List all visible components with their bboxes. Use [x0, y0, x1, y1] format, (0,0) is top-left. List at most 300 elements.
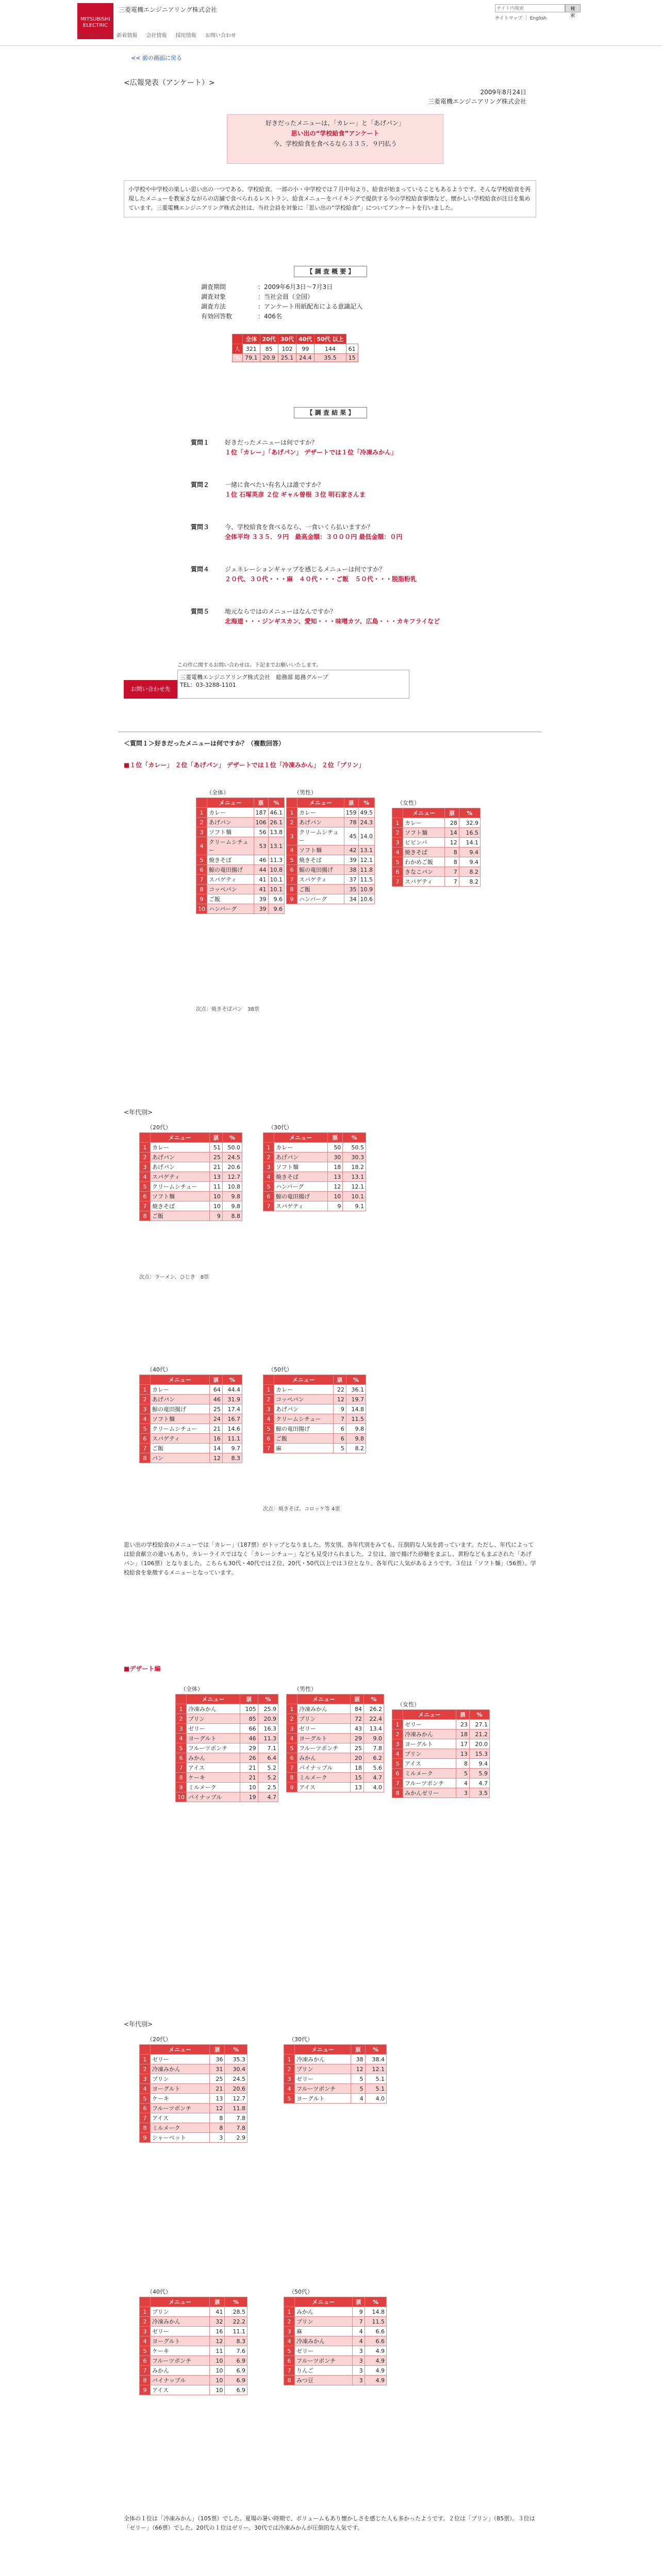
- table-cell: ソフト麺: [151, 1414, 210, 1424]
- table-row: [263, 1434, 366, 1444]
- table-cell: 1: [263, 1143, 274, 1153]
- table-row: [284, 2084, 387, 2094]
- table-cell: カレー: [403, 818, 445, 828]
- table-cell: 13.1: [343, 1172, 366, 1182]
- table-cell: 焼きそば: [403, 848, 445, 857]
- table-cell: 8.8: [222, 1211, 242, 1221]
- table-cell: ソフト麺: [151, 1192, 210, 1201]
- table-header-cell: 票: [344, 798, 358, 808]
- table-header-cell: %: [363, 1694, 384, 1704]
- q1-50-table: [263, 1375, 366, 1453]
- table-cell: ご飯: [151, 1211, 210, 1221]
- table-cell: 3: [287, 1724, 297, 1734]
- table-cell: 1: [284, 2307, 295, 2317]
- table-cell: フルーツポンチ: [403, 1778, 456, 1788]
- table-row: [263, 1192, 366, 1201]
- table-cell: 5.1: [365, 2084, 386, 2094]
- table-cell: 9.8: [346, 1424, 366, 1434]
- question-number: 質問２: [191, 481, 210, 488]
- table-header-cell: 票: [210, 2045, 225, 2055]
- table-cell: ソフト麺: [403, 828, 445, 838]
- table-cell: 15: [350, 1773, 363, 1783]
- overview-item: 調査対象 ：当社会員（全国）: [201, 293, 314, 300]
- table-cell: りんご: [295, 2366, 353, 2376]
- table-header-row: [140, 2045, 247, 2055]
- table-header-cell: メニュー: [151, 1133, 210, 1143]
- table-cell: 6: [263, 1434, 274, 1444]
- table-cell: 5: [287, 1743, 297, 1753]
- table-cell: あげパン: [151, 1395, 210, 1404]
- table-header-cell: [392, 808, 403, 818]
- table-row: [392, 838, 481, 848]
- table-cell: 3: [352, 2346, 365, 2356]
- table-cell: 10: [210, 2366, 225, 2376]
- table-cell: 5.2: [258, 1773, 278, 1783]
- table-cell: フルーツポンチ: [151, 2356, 210, 2366]
- overview-list: [201, 282, 362, 321]
- table-row: [287, 875, 375, 885]
- table-cell: 5: [392, 857, 403, 867]
- table-cell: 4.9: [365, 2366, 386, 2376]
- top-nav: [77, 31, 243, 39]
- table-cell: 1: [140, 2307, 151, 2317]
- table-cell: 9: [287, 894, 297, 904]
- table-cell: 10: [209, 1201, 222, 1211]
- table-cell: ヨーグルト: [295, 2094, 351, 2104]
- table-cell: 10: [210, 2356, 225, 2366]
- table-cell: 4: [287, 845, 297, 855]
- table-cell: 18.2: [343, 1162, 366, 1172]
- table-cell: 8: [284, 2376, 295, 2385]
- table-cell: 41: [254, 875, 268, 885]
- table-cell: 21: [209, 1162, 222, 1172]
- table-cell: 11: [210, 2346, 225, 2356]
- table-cell: 焼きそば: [274, 1172, 328, 1182]
- table-cell: 5: [176, 1743, 187, 1753]
- table-cell: 4: [263, 1414, 274, 1424]
- table-header-row: [233, 334, 358, 344]
- table-row: [284, 2346, 387, 2356]
- table-cell: 17: [456, 1739, 469, 1749]
- table-cell: 4: [263, 1172, 274, 1182]
- table-row: [263, 1143, 366, 1153]
- table-cell: 11: [209, 1182, 222, 1192]
- table-cell: 8: [287, 1773, 297, 1783]
- table-row: [140, 1143, 242, 1153]
- table-cell: 9: [140, 2385, 151, 2395]
- table-cell: 3: [284, 2327, 295, 2336]
- table-cell: 11.5: [365, 2317, 386, 2327]
- table-cell: 7: [284, 2366, 295, 2376]
- nav-item[interactable]: トップページ: [77, 33, 108, 39]
- table-header-cell: %: [346, 1375, 366, 1385]
- table-cell: ゼリー: [151, 2055, 210, 2064]
- table-header-cell: 票: [352, 2297, 365, 2307]
- table-cell: 1: [287, 808, 297, 818]
- table-cell: 20: [350, 1753, 363, 1763]
- d-40-caption: （40代）: [147, 2289, 171, 2295]
- table-cell: 4: [140, 2084, 151, 2094]
- table-cell: 46: [240, 1734, 258, 1743]
- table-cell: 7: [140, 1201, 151, 1211]
- table-row: [140, 1444, 242, 1453]
- table-cell: ゼリー: [295, 2346, 353, 2356]
- table-cell: 21: [240, 1763, 258, 1773]
- q1-title: ＜質問１＞好きだったメニューは何ですか？（複数回答）: [124, 740, 285, 747]
- table-cell: 43: [350, 1724, 363, 1734]
- table-cell: ヨーグルト: [151, 2336, 210, 2346]
- table-cell: ヨーグルト: [187, 1734, 240, 1743]
- table-cell: 2: [287, 1714, 297, 1724]
- overview-item: 有効回答数 ：406名: [201, 313, 282, 320]
- table-cell: 7: [445, 867, 459, 877]
- table-cell: ヨーグルト: [297, 1734, 351, 1743]
- d-female-caption: （女性）: [397, 1701, 420, 1708]
- table-cell: 5: [456, 1769, 469, 1778]
- table-row: [263, 1424, 366, 1434]
- dessert-heading: ■デザート編: [124, 1665, 161, 1672]
- table-cell: 7: [333, 1414, 346, 1424]
- table-header-cell: %: [365, 2045, 386, 2055]
- table-cell: 4: [176, 1734, 187, 1743]
- table-cell: 8: [456, 1759, 469, 1769]
- table-row: [140, 2133, 247, 2143]
- table-cell: 冷凍みかん: [297, 1704, 351, 1714]
- table-header-cell: メニュー: [297, 1694, 351, 1704]
- table-row: [196, 818, 285, 827]
- nav-item[interactable]: 会社情報: [146, 33, 167, 39]
- search-button[interactable]: 検索: [565, 4, 581, 12]
- table-cell: 16.7: [222, 1414, 242, 1424]
- table-cell: 2: [287, 818, 297, 827]
- table-row: [284, 2366, 387, 2376]
- table-row: [287, 818, 375, 827]
- d-40-table: [139, 2297, 247, 2395]
- table-cell: 焼きそば: [207, 855, 254, 865]
- top-links[interactable]: サイトマップ ｜ English: [495, 16, 547, 21]
- table-header-cell: メニュー: [403, 1710, 456, 1720]
- nav-item[interactable]: 採用情報: [175, 33, 196, 39]
- table-header-cell: メニュー: [151, 2045, 210, 2055]
- table-cell: 5: [196, 855, 207, 865]
- question-body: [225, 438, 503, 457]
- question-text: ジェネレーションギャップを感じるメニューは何ですか？: [225, 566, 386, 573]
- table-cell: 7.8: [225, 2113, 247, 2123]
- table-cell: 1: [196, 808, 207, 818]
- table-cell: 5: [263, 1424, 274, 1434]
- table-cell: ミルメーク: [151, 2123, 210, 2133]
- table-cell: 3: [140, 1162, 151, 1172]
- table-cell: 9.8: [222, 1192, 242, 1201]
- table-cell: 35.3: [225, 2055, 247, 2064]
- d-20-caption: （20代）: [147, 2036, 171, 2043]
- table-cell: 21: [210, 2084, 225, 2094]
- table-row: [284, 2356, 387, 2366]
- table-cell: ゼリー: [295, 2074, 351, 2084]
- q1-all-caption: （全体）: [206, 789, 229, 796]
- table-row: [263, 1414, 366, 1424]
- table-cell: 10: [210, 2385, 225, 2395]
- table-cell: あげパン: [274, 1153, 328, 1162]
- table-cell: 13: [456, 1749, 469, 1759]
- table-row: [392, 828, 481, 838]
- table-cell: 11.1: [225, 2327, 247, 2336]
- table-cell: 6: [140, 1434, 151, 1444]
- table-cell: 5: [287, 855, 297, 865]
- table-row: [284, 2307, 387, 2317]
- table-cell: 8: [392, 1788, 403, 1798]
- question-number: 質問３: [191, 523, 210, 531]
- table-cell: 11.8: [358, 865, 375, 875]
- table-header-cell: 票: [350, 1694, 363, 1704]
- table-row: [263, 1172, 366, 1182]
- table-row: [140, 2336, 247, 2346]
- overview-heading: 【 調 査 概 要 】: [294, 266, 367, 277]
- table-cell: ハンバーグ: [297, 894, 344, 904]
- table-row: [176, 1763, 278, 1773]
- table-cell: 6: [287, 865, 297, 875]
- table-cell: クリームシチュー: [274, 1414, 334, 1424]
- table-cell: 50.5: [343, 1143, 366, 1153]
- release-date: 2009年8月24日: [480, 89, 526, 96]
- table-cell: 50.0: [222, 1143, 242, 1153]
- table-header-cell: 票: [327, 1133, 343, 1143]
- age-heading: <年代別>: [124, 1109, 153, 1116]
- table-header-cell: メニュー: [187, 1694, 240, 1704]
- table-cell: 25.9: [258, 1704, 278, 1714]
- table-cell: 10: [240, 1783, 258, 1792]
- question-number: 質問４: [191, 566, 210, 573]
- table-header-cell: メニュー: [295, 2297, 353, 2307]
- table-row: [287, 894, 375, 904]
- table-cell: 84: [350, 1704, 363, 1714]
- table-cell: 9.8: [346, 1434, 366, 1444]
- table-row: [287, 1763, 384, 1773]
- table-cell: 6.9: [225, 2385, 247, 2395]
- table-cell: 11.3: [258, 1734, 278, 1743]
- search-input[interactable]: [495, 4, 565, 12]
- table-cell: 22.4: [363, 1714, 384, 1724]
- table-cell: ビビンバ: [403, 838, 445, 848]
- nav-item[interactable]: お問い合わせ: [205, 33, 236, 39]
- table-cell: 冷凍みかん: [151, 2317, 210, 2327]
- table-cell: 2: [263, 1395, 274, 1404]
- table-cell: 7.1: [258, 1743, 278, 1753]
- table-cell: 16.5: [459, 828, 480, 838]
- table-cell: 5: [392, 1759, 403, 1769]
- table-row: [263, 1153, 366, 1162]
- table-header-cell: %: [459, 808, 480, 818]
- table-cell: 11.5: [358, 875, 375, 885]
- q1-20-table: [139, 1132, 242, 1221]
- table-row: [176, 1724, 278, 1734]
- table-cell: 8.3: [222, 1453, 242, 1463]
- table-cell: みかん: [187, 1753, 240, 1763]
- table-cell: 7: [392, 877, 403, 887]
- table-cell: 8: [196, 885, 207, 894]
- table-cell: アイス: [403, 1759, 456, 1769]
- table-cell: 6: [176, 1753, 187, 1763]
- table-cell: 10.1: [343, 1192, 366, 1201]
- table-cell: 6.4: [258, 1753, 278, 1763]
- table-cell: 12: [445, 838, 459, 848]
- table-cell: 3: [284, 2074, 295, 2084]
- table-cell: 9.6: [268, 894, 285, 904]
- table-cell: スパゲティ: [207, 875, 254, 885]
- table-row: [392, 1769, 490, 1778]
- table-cell: 30.3: [343, 1153, 366, 1162]
- table-cell: 4: [196, 837, 207, 855]
- table-row: [140, 1453, 242, 1463]
- table-cell: 5.2: [258, 1763, 278, 1773]
- table-cell: 4.0: [365, 2094, 386, 2104]
- table-row: [140, 2123, 247, 2133]
- table-cell: 7: [287, 875, 297, 885]
- table-cell: 14.8: [346, 1404, 366, 1414]
- table-cell: 7: [445, 877, 459, 887]
- table-cell: 5: [351, 2084, 366, 2094]
- table-cell: 8: [210, 2123, 225, 2133]
- table-row: [284, 2064, 387, 2074]
- table-cell: カレー: [151, 1385, 210, 1395]
- table-cell: ゼリー: [403, 1720, 456, 1730]
- table-cell: 9.8: [222, 1201, 242, 1211]
- table-cell: 53: [254, 837, 268, 855]
- company-logo[interactable]: MITSUBISHI ELECTRIC: [77, 3, 113, 39]
- table-row: [196, 865, 285, 875]
- table-cell: ヨーグルト: [403, 1739, 456, 1749]
- table-cell: 2: [196, 818, 207, 827]
- table-row: [392, 1749, 490, 1759]
- table-row: [140, 1153, 242, 1162]
- table-cell: 4: [140, 1414, 151, 1424]
- company-name: 三菱電機エンジニアリング株式会社: [119, 6, 217, 13]
- table-cell: %: [233, 354, 243, 362]
- table-header-row: [284, 2297, 387, 2307]
- table-cell: カレー: [297, 808, 344, 818]
- table-cell: 10.1: [268, 875, 285, 885]
- table-row: [140, 2094, 247, 2104]
- table-cell: 8: [445, 848, 459, 857]
- table-cell: 4.7: [258, 1792, 278, 1802]
- table-cell: 3: [210, 2133, 225, 2143]
- table-header-cell: 票: [209, 1375, 222, 1385]
- table-row: [287, 1773, 384, 1783]
- table-cell: 8: [287, 885, 297, 894]
- table-header-cell: 票: [351, 2045, 366, 2055]
- table-row: [176, 1704, 278, 1714]
- table-cell: 14: [445, 828, 459, 838]
- table-cell: 102: [278, 344, 296, 354]
- answer-text: ２０代、３０代・・・麻 ４０代・・・ご飯 ５０代・・・脱脂粉乳: [225, 575, 417, 583]
- table-row: [284, 2327, 387, 2336]
- table-cell: カレー: [274, 1143, 328, 1153]
- table-cell: 12: [210, 2104, 225, 2113]
- table-row: [392, 818, 481, 828]
- table-cell: 3: [196, 827, 207, 837]
- table-cell: フルーツポンチ: [187, 1743, 240, 1753]
- table-row: [140, 2113, 247, 2123]
- table-cell: 36.1: [346, 1385, 366, 1395]
- table-cell: 鯨の竜田揚げ: [274, 1192, 328, 1201]
- table-cell: 8.2: [346, 1444, 366, 1453]
- table-row: [287, 1743, 384, 1753]
- table-cell: 3: [456, 1788, 469, 1798]
- table-header-cell: メニュー: [274, 1133, 328, 1143]
- table-cell: シャーベット: [151, 2133, 210, 2143]
- table-row: [140, 2084, 247, 2094]
- answer-text: １位「カレー」「あげパン」 デザートでは１位「冷凍みかん」: [225, 449, 398, 456]
- table-cell: 7: [196, 875, 207, 885]
- table-cell: 1: [140, 1143, 151, 1153]
- q1-50-note: 次点：焼きそば、コロッケ等 4票: [263, 1506, 340, 1512]
- table-cell: 8: [140, 1211, 151, 1221]
- table-cell: 78: [344, 818, 358, 827]
- table-row: [140, 1434, 242, 1444]
- table-row: [263, 1404, 366, 1414]
- table-cell: 4: [284, 2336, 295, 2346]
- table-cell: ご飯: [297, 885, 344, 894]
- question-body: [225, 480, 503, 500]
- table-row: [284, 2376, 387, 2385]
- table-cell: 12: [210, 2336, 225, 2346]
- table-cell: 20.6: [222, 1162, 242, 1172]
- nav-item[interactable]: 新着情報: [117, 33, 138, 39]
- table-cell: カレー: [151, 1143, 210, 1153]
- headline-main: 思い出の“学校給食”アンケート: [291, 130, 379, 137]
- table-cell: 21: [240, 1773, 258, 1783]
- table-cell: ミルメーク: [297, 1773, 351, 1783]
- table-cell: コッペパン: [274, 1395, 334, 1404]
- table-cell: 26.2: [363, 1704, 384, 1714]
- back-link[interactable]: << 前の画面に戻る: [131, 55, 182, 61]
- table-cell: 39: [254, 894, 268, 904]
- table-cell: 4: [140, 2336, 151, 2346]
- table-cell: 5.6: [363, 1763, 384, 1773]
- table-cell: フルーツポンチ: [297, 1743, 351, 1753]
- table-cell: わかめご飯: [403, 857, 445, 867]
- question-number: 質問１: [191, 439, 210, 446]
- table-row: [140, 1385, 242, 1395]
- age-heading-2: <年代別>: [124, 2021, 153, 2028]
- table-row: [392, 1759, 490, 1769]
- table-cell: カレー: [207, 808, 254, 818]
- table-row: [140, 2074, 247, 2084]
- q1-answer: ■１位「カレー」 ２位「あげパン」 デザートでは１位「冷凍みかん」 ２位「プリン」: [124, 761, 365, 769]
- table-cell: 22.2: [225, 2317, 247, 2327]
- table-cell: 3: [140, 2074, 151, 2084]
- table-cell: 21.2: [469, 1730, 489, 1739]
- question-number: 質問５: [191, 608, 210, 615]
- table-row: [140, 2376, 247, 2385]
- table-cell: クリームシチュー: [297, 827, 344, 845]
- table-header-cell: [196, 798, 207, 808]
- table-header-cell: 票: [445, 808, 459, 818]
- table-cell: 8: [176, 1773, 187, 1783]
- table-row: [176, 1792, 278, 1802]
- table-cell: 4: [284, 2084, 295, 2094]
- table-cell: 21: [209, 1424, 222, 1434]
- table-cell: ゼリー: [151, 2327, 210, 2336]
- table-row: [140, 1192, 242, 1201]
- table-cell: 13: [210, 2094, 225, 2104]
- table-cell: 13.4: [363, 1724, 384, 1734]
- table-cell: 46.1: [268, 808, 285, 818]
- table-row: [287, 855, 375, 865]
- table-cell: 12.7: [222, 1172, 242, 1182]
- table-row: [287, 1704, 384, 1714]
- table-header-cell: 票: [456, 1710, 469, 1720]
